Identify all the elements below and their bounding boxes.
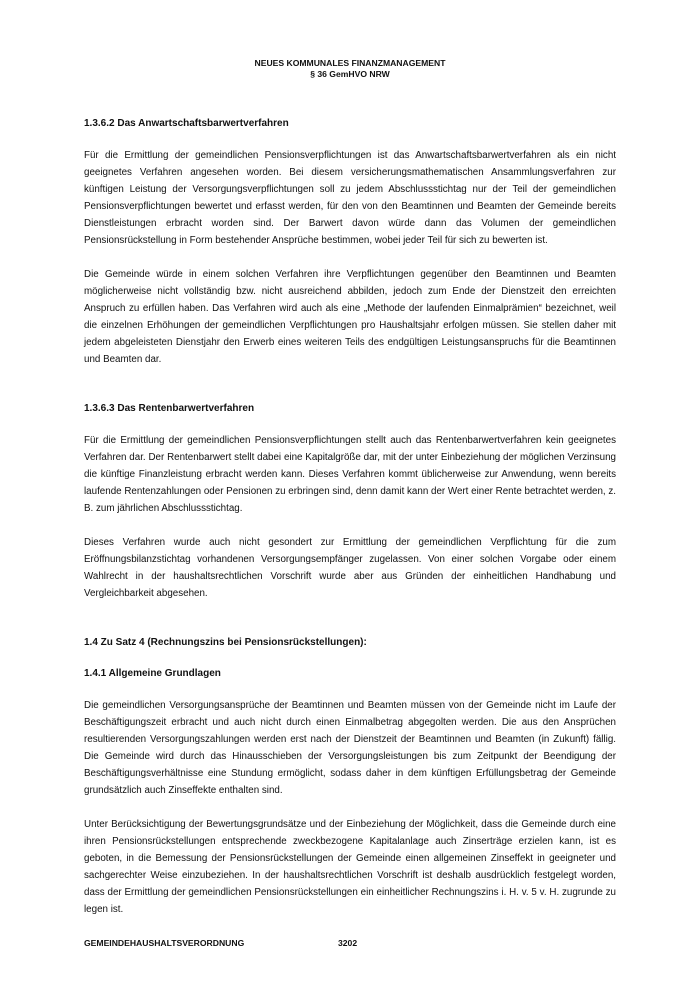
page-header (0, 58, 700, 80)
section-heading: 1.3.6.3 Das Rentenbarwertverfahren (84, 403, 255, 414)
paragraph: Die gemeindlichen Versorgungsansprüche der Beamtinnen und Beamten müssen von der Gemeinde nicht im Laufe der Beschäftigungszeit erbracht und auch nicht durch einen Einmalbetrag abgegolten werden. Die aus den Ansprüchen resultierenden Versorgungszahlungen werden erst nach der Dienstzeit der Beamtinnen und Beamten (in Zukunft) fällig. Die Gemeinde wird durch das Hinausschieben der Versorgungsleistungen bis zum Zeitpunkt der Beendigung der Beschäftigungsverhältnisse eine Stundung ermöglicht, sodass daher in dem künftigen Erfüllungsbetrag der Gemeinde grundsätzlich auch Zinseffekte enthalten sind. (84, 700, 616, 796)
header-paragraph-ref: § 36 GemHVO NRW (310, 69, 390, 79)
paragraph: Die Gemeinde würde in einem solchen Verfahren ihre Verpflichtungen gegenüber den Beamtinnen und Beamten möglicherweise nicht vollständig bzw. nicht ausreichend abbilden, jedoch zum Ende der Dienstzeit den erreichten Anspruch zu erfüllen haben. Das Verfahren wird auch als eine „Methode der laufenden Einmalprämien“ bezeichnet, weil die einzelnen Erhöhungen der gemeindlichen Verpflichtungen pro Haushaltsjahr erfolgen müssen. Sie stellen daher mit jedem abgeleisteten Dienstjahr den Erwerb eines weiteren Teils des endgültigen Leistungsanspruchs für die Beamtinnen und Beamten dar. (84, 269, 616, 365)
paragraph: Unter Berücksichtigung der Bewertungsgrundsätze und der Einbeziehung der Möglichkeit, dass die Gemeinde durch eine ihren Pensionsrückstellungen entsprechende zweckbezogene Kapitalanlage auch Zinserträge erzielen kann, ist es geboten, in die Bemessung der Pensionsrückstellungen der Gemeinde einen allgemeinen Zinseffekt in geeigneter und sachgerechter Weise einzubeziehen. In der haushaltsrechtlichen Vorschrift ist deshalb ausdrücklich festgelegt worden, dass der Ermittlung der gemeindlichen Pensionsrückstellungen ein einheitlicher Rechnungszins i. H. v. 5 v. H. zugrunde zu legen ist. (84, 819, 616, 915)
paragraph: Dieses Verfahren wurde auch nicht gesondert zur Ermittlung der gemeindlichen Verpflichtung für die zum Eröffnungsbilanzstichtag vorhandenen Versorgungsempfänger zugelassen. Von einer solchen Vorgabe oder einem Wahlrecht in der haushaltsrechtlichen Vorschrift wurde aber aus Gründen der einheitlichen Handhabung und Vergleichbarkeit abgesehen. (84, 537, 616, 599)
paragraph: Für die Ermittlung der gemeindlichen Pensionsverpflichtungen ist das Anwartschaftsbarwertverfahren als ein nicht geeignetes Verfahren angesehen worden. Bei diesem versicherungsmathematischen Ansammlungsverfahren zur künftigen Leistung der Versorgungsverpflichtungen soll zu jedem Abschlussstichtag nur der Teil der gemeindlichen Pensionsverpflichtungen bewertet und erfasst werden, für den von den Beamtinnen und Beamten der Gemeinde bereits Dienstleistungen erbracht worden sind. Der Barwert davon würde dann das Volumen der gemeindlichen Pensionsrückstellung in Form bestehender Ansprüche bestimmen, wobei jeder Teil für sich zu bewerten ist. (84, 150, 616, 246)
footer-title: GEMEINDEHAUSHALTSVERORDNUNG (84, 938, 245, 948)
page-number: 3202 (338, 938, 358, 948)
section-heading: 1.4.1 Allgemeine Grundlagen (84, 668, 221, 679)
section-heading: 1.4 Zu Satz 4 (Rechnungszins bei Pensionsrückstellungen): (84, 637, 367, 648)
document-body (84, 117, 616, 918)
paragraph: Für die Ermittlung der gemeindlichen Pensionsverpflichtungen stellt auch das Rentenbarwertverfahren kein geeignetes Verfahren dar. Der Rentenbarwert stellt dabei eine Kapitalgröße dar, mit der unter Einbeziehung der möglichen Verzinsung die künftige Finanzleistung erbracht werden kann. Dieses Verfahren kommt üblicherweise zur Anwendung, wenn bereits laufende Rentenzahlungen oder Pensionen zu erbringen sind, denn damit kann der Wert einer Rente betrachtet werden, z. B. zum jährlichen Abschlussstichtag. (84, 435, 616, 514)
section-heading: 1.3.6.2 Das Anwartschaftsbarwertverfahren (84, 118, 289, 129)
header-title: NEUES KOMMUNALES FINANZMANAGEMENT (254, 58, 446, 68)
